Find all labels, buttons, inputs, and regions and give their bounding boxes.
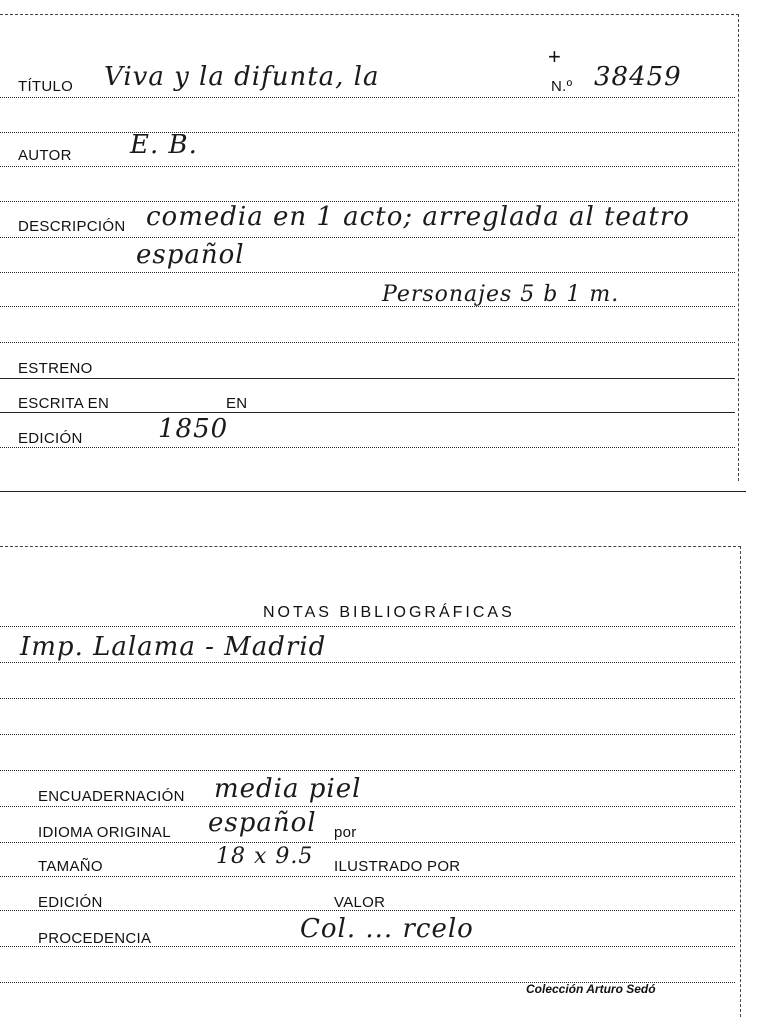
back-edicion-label: EDICIÓN	[38, 894, 103, 911]
ruled-line	[0, 412, 735, 413]
card-divider	[0, 491, 746, 492]
descripcion-line-3: Personajes 5 b 1 m.	[382, 282, 620, 307]
notas-heading: NOTAS BIBLIOGRÁFICAS	[263, 604, 515, 621]
tamano-label: TAMAÑO	[38, 858, 103, 875]
titulo-label: TÍTULO	[18, 78, 74, 95]
descripcion-line-2: español	[136, 240, 245, 270]
ruled-line	[0, 378, 735, 379]
descripcion-label: DESCRIPCIÓN	[18, 218, 126, 235]
ruled-line	[0, 97, 735, 98]
numero-value: 38459	[594, 62, 682, 92]
edicion-value: 1850	[158, 414, 229, 444]
ruled-line	[0, 132, 735, 133]
procedencia-label: PROCEDENCIA	[38, 930, 152, 947]
por-label: por	[334, 824, 357, 841]
nota-line-1: Imp. Lalama - Madrid	[20, 632, 327, 662]
ilustrado-label: ILUSTRADO POR	[334, 858, 461, 875]
encuadernacion-label: ENCUADERNACIÓN	[38, 788, 185, 805]
collection-footer: Colección Arturo Sedó	[526, 982, 656, 996]
valor-label: VALOR	[334, 894, 386, 911]
ruled-line	[0, 734, 735, 735]
ruled-line	[0, 237, 735, 238]
ruled-line	[0, 166, 735, 167]
estreno-label: ESTRENO	[18, 360, 93, 377]
idioma-value: español	[208, 808, 317, 838]
autor-label: AUTOR	[18, 147, 72, 164]
titulo-value: Viva y la difunta, la	[104, 62, 380, 92]
ruled-line	[0, 272, 735, 273]
escrita-en-label: ESCRITA EN	[18, 395, 110, 412]
ruled-line	[0, 698, 735, 699]
ruled-line	[0, 447, 735, 448]
ruled-line	[0, 842, 735, 843]
ruled-line	[0, 342, 735, 343]
en-label: EN	[226, 395, 248, 412]
numero-mark: +	[548, 44, 561, 69]
ruled-line	[0, 806, 735, 807]
descripcion-line-1: comedia en 1 acto; arreglada al teatro	[146, 202, 690, 232]
procedencia-value: Col. ... rcelo	[300, 914, 474, 944]
ruled-line	[0, 662, 735, 663]
ruled-line	[0, 306, 735, 307]
edicion-label: EDICIÓN	[18, 430, 83, 447]
ruled-line	[0, 770, 735, 771]
autor-value: E. B.	[130, 130, 198, 160]
ruled-line	[0, 876, 735, 877]
encuadernacion-value: media piel	[214, 774, 362, 804]
idioma-label: IDIOMA ORIGINAL	[38, 824, 171, 841]
numero-label: N.º	[551, 78, 573, 95]
tamano-value: 18 x 9.5	[216, 844, 314, 869]
ruled-line	[0, 626, 735, 627]
